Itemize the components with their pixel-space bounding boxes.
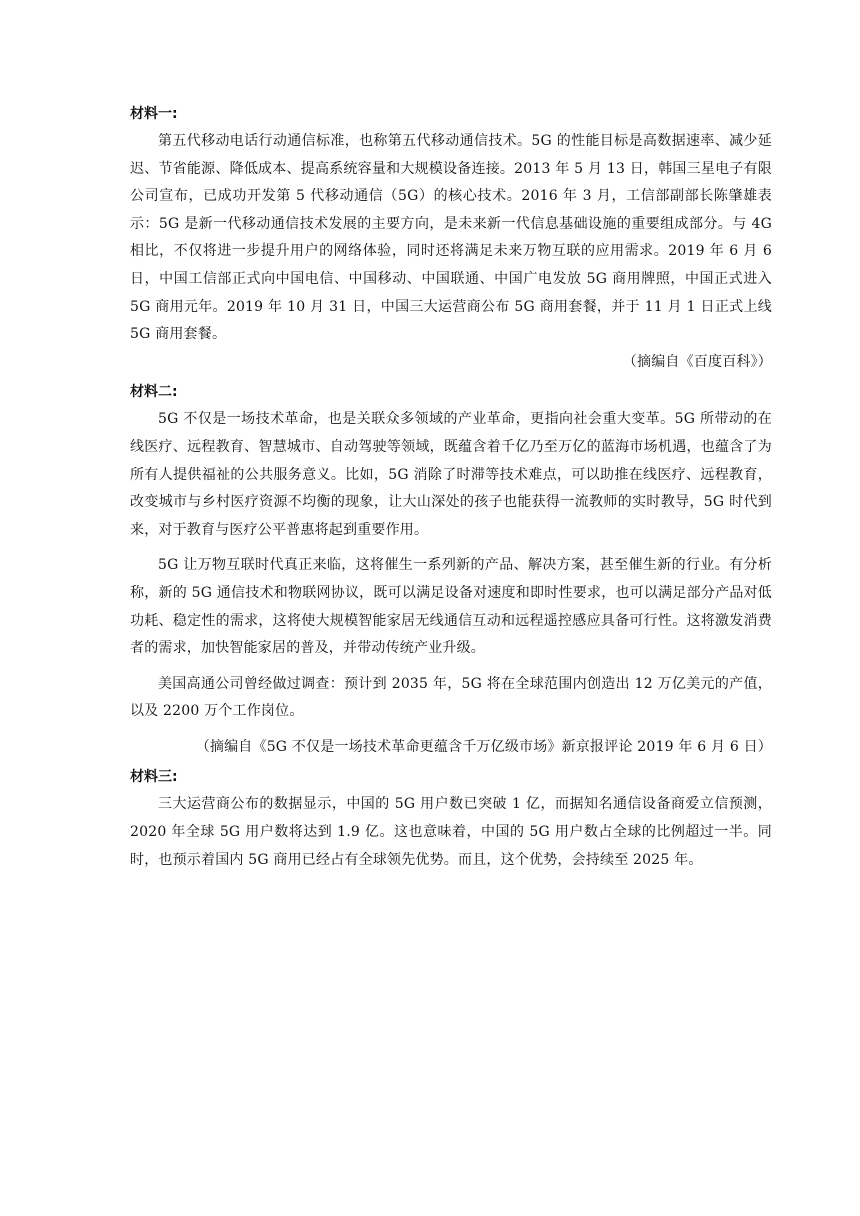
material-3-paragraph: 三大运营商公布的数据显示，中国的 5G 用户数已突破 1 亿，而据知名通信设备商爱立信预测，2020 年全球 5G 用户数将达到 1.9 亿。这也意味着，中国的 5G 用户数占全球的比例超过一半。同时，也预示着国内 5G 商用已经占有全球领先优势。而且，这个优势，会持续至 2025 年。 — [130, 796, 772, 868]
material-2-source: （摘编自《5G 不仅是一场技术革命更蕴含千万亿级市场》新京报评论 2019 年 6 月 6 日） — [195, 738, 772, 755]
material-2-heading: 材料二: — [130, 384, 178, 401]
material-3-heading: 材料三: — [130, 769, 178, 786]
material-2-paragraph-2: 5G 让万物互联时代真正来临，这将催生一系列新的产品、解决方案，甚至催生新的行业。有分析称，新的 5G 通信技术和物联网协议，既可以满足设备对速度和即时性要求，也可以满足部分产品对低功耗、稳定性的需求，这将使大规模智能家居无线通信互动和远程遥控感应具备可行性。这将激发消费者的需求，加快智能家居的普及，并带动传统产业升级。 — [130, 557, 772, 657]
material-1-paragraph: 第五代移动电话行动通信标准，也称第五代移动通信技术。5G 的性能目标是高数据速率、减少延迟、节省能源、降低成本、提高系统容量和大规模设备连接。2013 年 5 月 13 日，韩国三星电子有限公司宣布，已成功开发第 5 代移动通信（5G）的核心技术。2016 年 3 月，工信部副部长陈肇雄表示：5G 是新一代移动通信技术发展的主要方向，是未来新一代信息基础设施的重要组成部分。与 4G 相比，不仅将进一步提升用户的网络体验，同时还将满足未来万物互联的应用需求。2019 年 6 月 6 日，中国工信部正式向中国电信、中国移动、中国联通、中国广电发放 5G 商用牌照，中国正式进入 5G 商用元年。2019 年 10 月 31 日，中国三大运营商公布 5G 商用套餐，并于 11 月 1 日正式上线 5G 商用套餐。 — [130, 133, 772, 343]
document-body — [130, 104, 772, 874]
material-1-source: （摘编自《百度百科》） — [622, 353, 772, 370]
material-2-paragraph-3: 美国高通公司曾经做过调查：预计到 2035 年，5G 将在全球范围内创造出 12 万亿美元的产值，以及 2200 万个工作岗位。 — [130, 675, 772, 720]
material-1-heading: 材料一: — [130, 106, 178, 122]
material-2-paragraph-1: 5G 不仅是一场技术革命，也是关联众多领域的产业革命，更指向社会重大变革。5G 所带动的在线医疗、远程教育、智慧城市、自动驾驶等领域，既蕴含着千亿乃至万亿的蓝海市场机遇，也蕴含了为所有人提供福祉的公共服务意义。比如，5G 消除了时滞等技术难点，可以助推在线医疗、远程教育，改变城市与乡村医疗资源不均衡的现象，让大山深处的孩子也能获得一流教师的实时教导，5G 时代到来，对于教育与医疗公平普惠将起到重要作用。 — [130, 411, 772, 538]
